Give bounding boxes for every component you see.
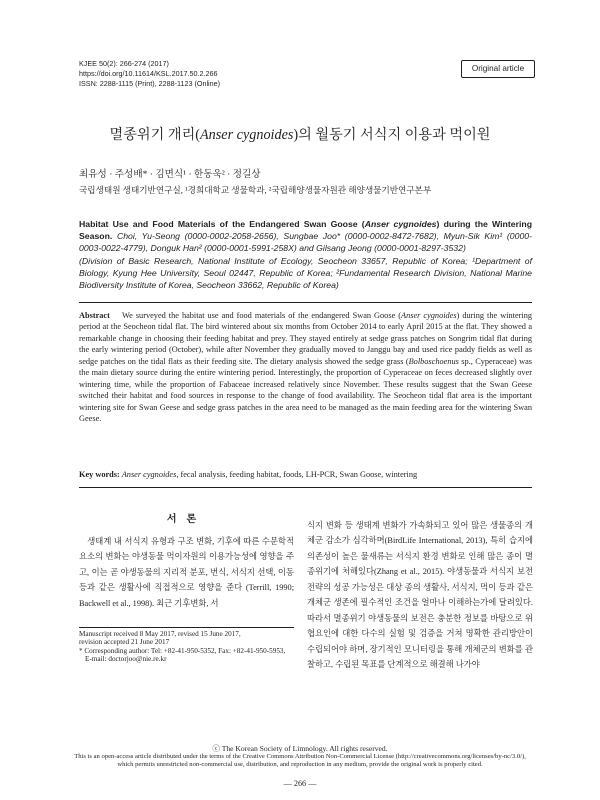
- abstract-top-rule: [79, 302, 532, 303]
- english-affiliation: (Division of Basic Research, National Institute of Ecology, Seocheon 33657, Republic of Korea; ¹Department of Biology, Kyung Hee University, Seoul 02447, Republic of Korea; ²Fundamental Research Division, National Marine Biodiversity Institute of Korea, Seocheon 33662, Republic of Korea): [79, 255, 532, 291]
- english-citation-block: [79, 218, 532, 291]
- abstract-latin-2: Bolboschoenus: [408, 356, 459, 366]
- body-right-column: 식지 변화 등 생태계 변화가 가속화되고 있어 많은 생물종의 개체군 감소가 심각하며(BirdLife International, 2013), 특히 습지에 의존성이 높은 물새류는 서식지 환경 변화로 인해 많은 종이 멸종위기에 처해있다(Zhang et al., 2015). 야생동물과 서식지 보전 전략의 성공 가능성은 대상 종의 생활사, 서식지, 먹이 등과 같은 개체군 생존에 필수적인 조건을 얼마나 이해하는가에 달려있다. 따라서 멸종위기 야생동물의 보전은 충분한 정보를 바탕으로 위협요인에 대한 다수의 실험 및 검증을 거쳐 명확한 관리방안이 수립되어야 하며, 장기적인 모니터링을 통해 개체군의 변화를 관찰하고, 수립된 목표를 단계적으로 해결해 나가야: [307, 521, 533, 670]
- abstract-bottom-rule: [79, 487, 532, 488]
- english-authors: Choi, Yu-Seong (0000-0002-2058-2656), Sungbae Joo* (0000-0002-8472-7682), Myun-Sik Kim¹ (0000-0003-0022-4779), Donguk Han² (0000-0001-5991-258X) and Gilsang Jeong (0000-0001-8297-3532): [79, 231, 532, 254]
- license-line-2: which permits unrestricted non-commercial use, distribution, and reproduction in any medium, provide the original work is properly cited.: [117, 761, 483, 768]
- corresponding-author: * Corresponding author: Tel: +82-41-950-5352, Fax: +82-41-950-5953,: [79, 646, 286, 655]
- doi-link[interactable]: https://doi.org/10.11614/KSL.2017.50.2.266: [79, 69, 218, 79]
- accepted-date: revision accepted 21 June 2017: [79, 638, 170, 647]
- corresponding-email: E-mail: doctorjoo@nie.re.kr: [85, 655, 167, 664]
- license-notice: [0, 753, 600, 769]
- keywords: [79, 470, 532, 479]
- section-title-introduction: 서론: [166, 514, 207, 525]
- authors-korean: 최유성 · 주성배* · 김면식¹ · 한동욱² · 정길상: [79, 169, 261, 180]
- abstract-label: Abstract: [79, 311, 110, 320]
- article-type-badge: Original article: [461, 60, 535, 78]
- copyright-notice: ⓒ The Korean Society of Limnology. All rights reserved.: [212, 744, 388, 753]
- journal-citation: KJEE 50(2): 266-274 (2017): [79, 59, 169, 68]
- journal-header: [79, 59, 220, 90]
- page-title: [0, 124, 600, 144]
- page-number: — 266 —: [283, 779, 317, 788]
- license-line-1: This is an open-access article distributed under the terms of the Creative Commons Attribution Non-Commercial License (http://creativecommons.org/licenses/by-nc/3.0/),: [74, 753, 526, 760]
- received-date: Manuscript received 8 May 2017, revised 15 June 2017,: [79, 630, 241, 638]
- title-pre: 멸종위기 개리(: [109, 127, 201, 143]
- abstract-latin-1: Anser cygnoides: [401, 311, 457, 320]
- keywords-latin: Anser cygnoides: [119, 470, 177, 479]
- english-title-b: ) during the Wintering Season.: [79, 219, 532, 242]
- abstract-text-3: sp., Cyperaceae) was the main dietary source during the entire wintering period. Interestingly, the proportion of Cyperaceae on feces decreased slightly over wintering time, while the proportion of Fabaceae increased relatively since November. These results suggest that the Swan Geese switched their habitat and food sources in response to the change of food availability. The Seocheon tidal flat area is the important wintering site for Swan Geese and sedge grass patches in the area need to be managed as the main feeding area for the wintering Swan Geese.: [79, 356, 532, 424]
- title-post: )의 월동기 서식지 이용과 먹이원: [293, 127, 491, 143]
- title-latin: Anser cygnoides: [200, 127, 294, 143]
- english-title-a: Habitat Use and Food Materials of the Endangered Swan Goose (: [79, 219, 365, 229]
- body-left-column: 생태계 내 서식지 유형과 구조 변화, 기후에 따른 수문학적 요소의 변화는 야생동물 먹이자원의 이용가능성에 영향을 주고, 이는 곧 야생동물의 지리적 분포, 번식, 서식지 선택, 이동 등과 같은 생활사에 직접적으로 영향을 준다 (Terrill, 1990; Backwell et al., 1998). 최근 기후변화, 서: [79, 537, 294, 608]
- keywords-list: , fecal analysis, feeding habitat, foods, LH-PCR, Swan Goose, wintering: [176, 470, 418, 479]
- english-title-latin: Anser cygnoides: [364, 219, 437, 229]
- abstract: [79, 310, 532, 425]
- affiliation-korean: 국립생태원 생태기반연구실, ¹경희대학교 생물학과, ²국립해양생물자원관 해양생물기반연구본부: [79, 185, 432, 195]
- issn-text: ISSN: 2288-1115 (Print), 2288-1123 (Online): [79, 79, 221, 89]
- manuscript-footnote: [79, 630, 294, 664]
- abstract-text-2: ) during the wintering period at the Seocheon tidal flat. The bird wintered about six months from October 2014 to early April 2015 at the flat. They showed a remarkable change in choosing their feeding habitat and prey. They stayed entirely at sedge grass patches on Songrim tidal flat during the early wintering period (October), while after November they gradually moved to Janggu bay and used rice paddy fields as well as sedge patches on the tidal flats as their feeding site. The dietary analysis showed the sedge grass (: [79, 311, 533, 366]
- footnote-rule: [79, 627, 294, 628]
- abstract-text-1: We surveyed the habitat use and food materials of the endangered Swan Goose (: [121, 311, 402, 320]
- keywords-label: Key words:: [79, 470, 120, 479]
